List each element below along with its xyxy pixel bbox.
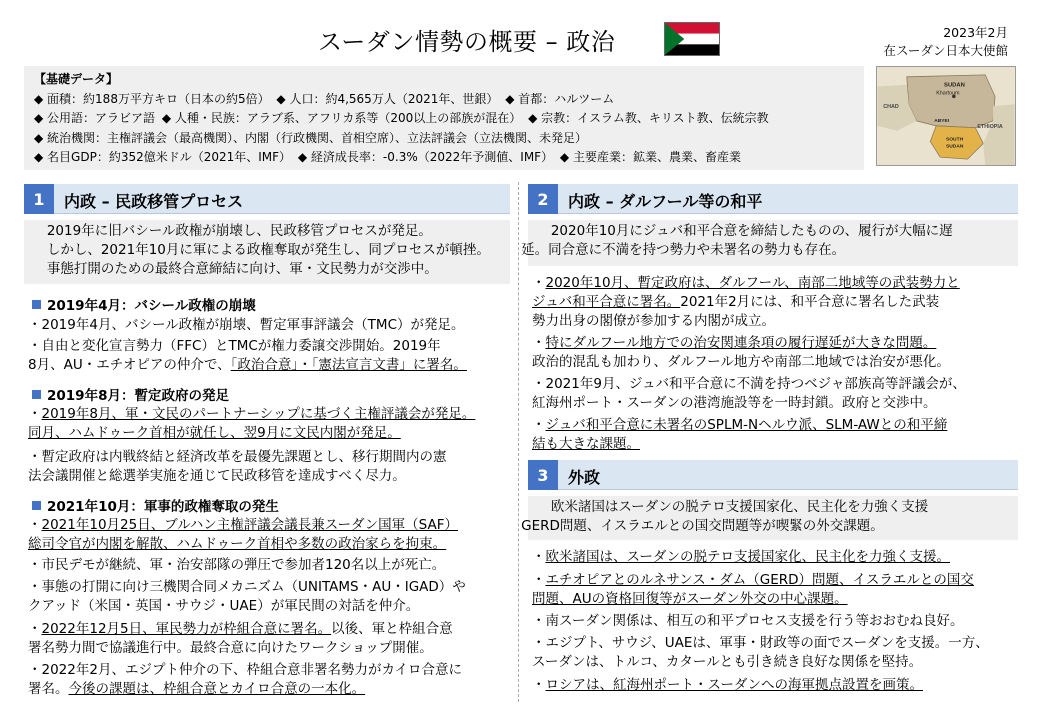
s1-subhead-2: 2019年8月：暫定政府の発足	[32, 384, 229, 404]
s1-bullet: ・2022年2月、エジプト仲介の下、枠組合意非署名勢力がカイロ合意に 署名。今後の課題は、枠組合意とカイロ合意の一本化。	[28, 662, 463, 697]
section-1-summary	[24, 220, 510, 284]
s1-bullet: ・2019年4月、バシール政権が崩壊、暫定軍事評議会（TMC）が発足。	[28, 317, 465, 333]
date-issuer	[883, 24, 1008, 60]
s3-bullet: ・欧米諸国は、スーダンの脱テロ支援国家化、民主化を力強く支援。	[532, 549, 950, 565]
issue-date: 2023年2月	[943, 25, 1008, 40]
issuer: 在スーダン日本大使館	[883, 43, 1008, 58]
s3-bullet: ・エジプト、サウジ、UAEは、軍事・財政等の面でスーダンを支援。一方、 スーダンは、トルコ、カタールとも引き続き良好な関係を堅持。	[532, 635, 989, 670]
section-2-header	[528, 184, 1018, 214]
sudan-map	[876, 66, 1016, 166]
s2-summary-line: 延。同合意に不満を持つ勢力や未署名の勢力も存在。	[521, 242, 846, 258]
s2-bullet: ・特にダルフール地方での治安関連条項の履行遅延が大きな問題。 政治的混乱も加わり、ダルフール地方や南部二地域では治安が悪化。	[532, 335, 950, 370]
s1-bullet: ・自由と変化宣言勢力（FFC）とTMCが権力委譲交渉開始。2019年 8月、AU・エチオピアの仲介で、「政治合意」・「憲法宣言文書」に署名。	[28, 338, 467, 373]
sudan-flag	[664, 22, 720, 56]
s1-bullet: ・事態の打開に向け三機関合同メカニズム（UNITAMS・AU・IGAD）や クアッド（米国・英国・サウジ・UAE）が軍民間の対話を仲介。	[28, 579, 466, 614]
section-2-summary	[521, 220, 1018, 266]
s1-bullet: ・2021年10月25日、ブルハン主権評議会議長兼スーダン国軍（SAF） 総司令官が内閣を解散、ハムドゥーク首相や多数の政治家らを拘束。	[28, 517, 459, 552]
basic-row-1	[34, 90, 854, 110]
s2-bullet: ・2021年9月、ジュバ和平合意に不満を持つベジャ部族高等評議会が、 紅海州ポート・スーダンの港湾施設等を一時封鎖。政府と交渉中。	[532, 376, 966, 411]
section-1-header	[24, 184, 510, 214]
basic-row-3	[34, 129, 854, 149]
basic-area: ◆ 面積：約188万平方キロ（日本の約5倍）	[34, 91, 270, 106]
s1-summary-line: 事態打開のための最終合意締結に向け、軍・文民勢力が交渉中。	[46, 261, 438, 277]
s2-bullet: ・2020年10月、暫定政府は、ダルフール、南部二地域等の武装勢力と ジュバ和平合意に署名。2021年2月には、和平合意に署名した武装 勢力出身の閣僚が参加する内閣が成立。	[532, 275, 960, 329]
basic-government: ◆ 統治機関：主権評議会（最高機関）、内閣（行政機関、首相空席）、立法評議会（立法機関、未発足）	[34, 130, 588, 145]
s1-subhead-1: 2019年4月：バシール政権の崩壊	[32, 294, 256, 314]
basic-ethnicity: ◆ 人種・民族：アラブ系、アフリカ系等（200以上の部族が混在）	[161, 111, 522, 125]
basic-capital: ◆ 首都：ハルツーム	[505, 91, 615, 106]
map-label-khartoum: Khartoum	[936, 90, 960, 97]
s2-summary-line: 2020年10月にジュバ和平合意を締結したものの、履行が大幅に遅	[550, 223, 953, 239]
s1-bullet: ・2022年12月5日、軍民勢力が枠組合意に署名。以後、軍と枠組合意 署名勢力間で協議進行中。最終合意に向けたワークショップ開催。	[28, 621, 453, 656]
map-label-south: SOUTH	[946, 137, 964, 143]
section-3-header	[528, 460, 1018, 490]
basic-row-4	[34, 148, 854, 168]
map-label-south-sudan: SUDAN	[946, 144, 964, 150]
s1-bullet: ・暫定政府は内戦終結と経済改革を最優先課題とし、移行期間内の憲 法会議開催と総選挙実施を通じて民政移管を達成すべく尽力。	[28, 449, 447, 484]
basic-language: ◆ 公用語：アラビア語	[34, 111, 156, 125]
basic-growth: ◆ 経済成長率：-0.3%（2022年予測値、IMF）	[297, 150, 554, 164]
section-3-number: 3	[528, 460, 558, 490]
basic-industry: ◆ 主要産業：鉱業、農業、畜産業	[559, 150, 741, 164]
basic-data-title: 【基礎データ】	[34, 72, 119, 86]
section-3-summary	[521, 496, 1018, 540]
basic-row-2	[34, 109, 854, 129]
section-2-number: 2	[528, 184, 558, 214]
map-label-sudan: SUDAN	[944, 82, 965, 89]
s1-summary-line: 2019年に旧バシール政権が崩壊し、民政移管プロセスが発足。	[46, 223, 432, 239]
s3-summary-line: 欧米諸国はスーダンの脱テロ支援国家化、民主化を力強く支援	[550, 499, 929, 515]
s1-summary-line: しかし、2021年10月に軍による政権奪取が発生し、同プロセスが頓挫。	[46, 242, 490, 258]
section-1-number: 1	[24, 184, 54, 214]
s3-bullet: ・エチオピアとのルネサンス・ダム（GERD）問題、イスラエルとの国交 問題、AUの資格回復等がスーダン外交の中心課題。	[532, 572, 974, 607]
s1-bullet: ・2019年8月、軍・文民のパートナーシップに基づく主権評議会が発足。 同月、ハムドゥーク首相が就任し、翌9月に文民内閣が発足。	[28, 406, 476, 441]
s3-summary-line: GERD問題、イスラエルとの国交問題等が喫緊の外交課題。	[521, 518, 884, 534]
section-3-title: 外政	[568, 468, 601, 487]
s1-subhead-3: 2021年10月：軍事的政権奪取の発生	[32, 495, 279, 515]
section-1-title: 内政 – 民政移管プロセス	[64, 192, 244, 211]
basic-data-panel	[24, 66, 864, 170]
map-label-abyei: ABYEI	[934, 118, 950, 124]
map-label-chad: CHAD	[883, 104, 899, 111]
section-2-title: 内政 – ダルフール等の和平	[568, 192, 763, 211]
basic-religion: ◆ 宗教：イスラム教、キリスト教、伝統宗教	[528, 111, 769, 125]
s3-bullet: ・ロシアは、紅海州ポート・スーダンへの海軍拠点設置を画策。	[532, 677, 923, 693]
basic-gdp: ◆ 名目GDP：約352億米ドル（2021年、IMF）	[34, 150, 292, 164]
page-title: スーダン情勢の概要 – 政治	[318, 28, 616, 56]
map-label-ethiopia: ETHIOPIA	[977, 123, 1003, 130]
basic-population: ◆ 人口：約4,565万人（2021年、世銀）	[276, 91, 499, 106]
s3-bullet: ・南スーダン関係は、相互の和平プロセス支援を行う等おおむね良好。	[532, 613, 964, 629]
s1-bullet: ・市民デモが継続、軍・治安部隊の弾圧で参加者120名以上が死亡。	[28, 557, 446, 573]
column-divider	[518, 182, 519, 702]
s2-bullet: ・ジュバ和平合意に未署名のSPLM-Nヘルウ派、SLM-AWとの和平締 結も大きな課題。	[532, 417, 948, 452]
